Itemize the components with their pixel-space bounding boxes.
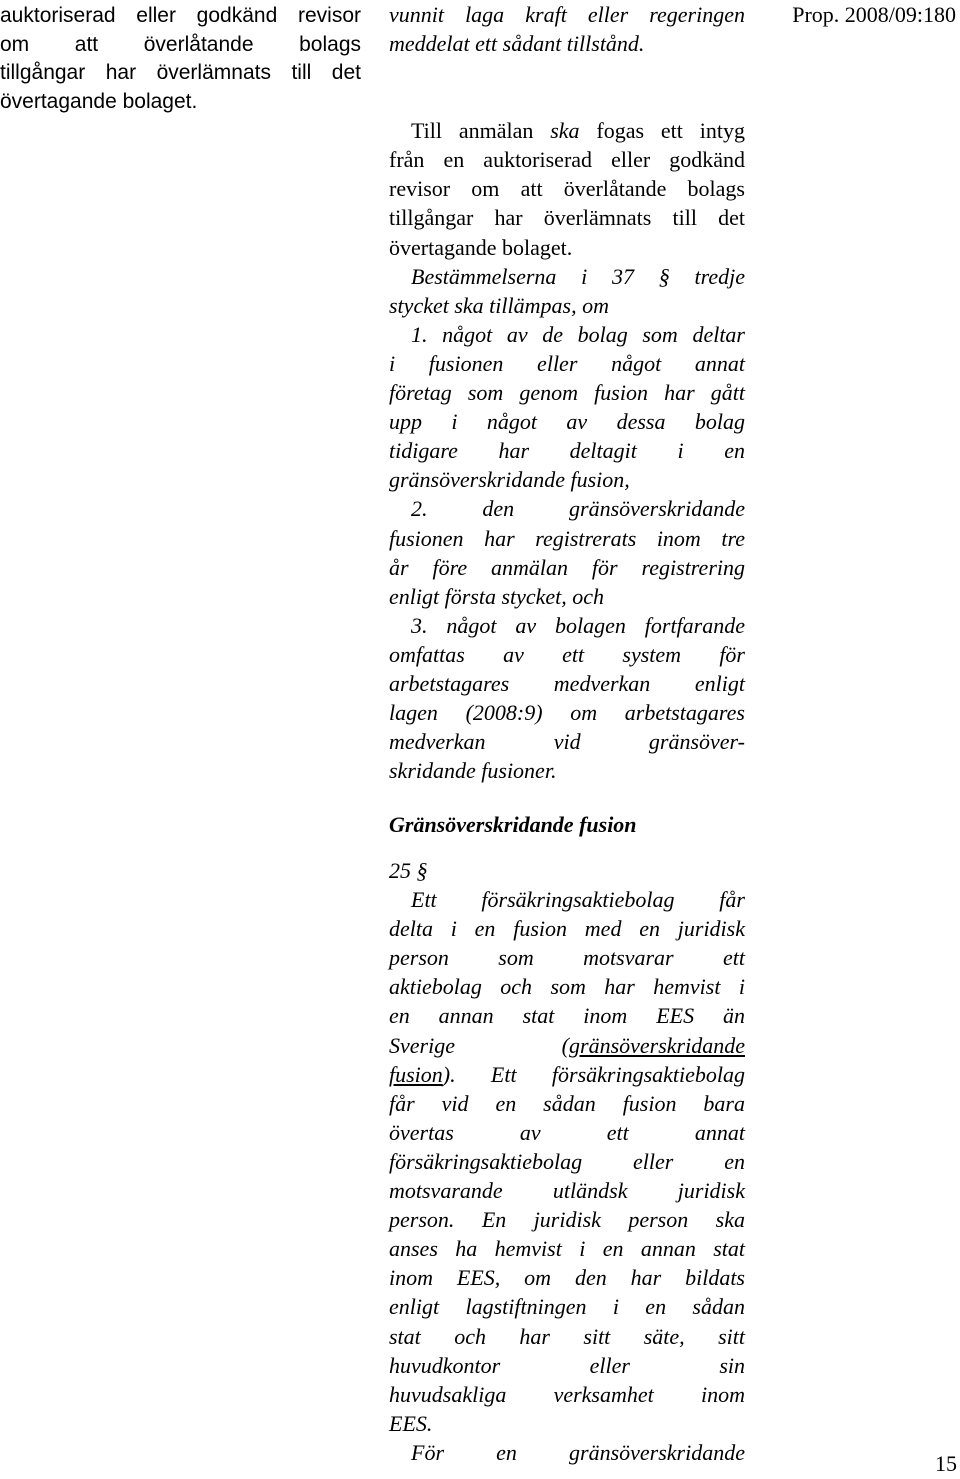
closing-lines bbox=[389, 0, 745, 58]
text-line: omfattas av ett system för bbox=[389, 641, 745, 667]
text-line: aktiebolag och som har hemvist i bbox=[389, 974, 745, 1000]
text-line: om att överlåtande bolags bbox=[0, 32, 361, 56]
text-line: tidigare har deltagit i en bbox=[389, 438, 745, 464]
text-line: gränsöverskridande fusion, bbox=[389, 467, 630, 493]
text-line: meddelat ett sådant tillstånd. bbox=[389, 31, 645, 57]
text-line: medverkan vid gränsöver- bbox=[389, 729, 745, 755]
bestammelserna-paragraph bbox=[389, 262, 745, 320]
list-item-1 bbox=[389, 320, 745, 495]
text-line: huvudkontor eller sin bbox=[389, 1352, 745, 1378]
text-line: Sverige (gränsöverskridande bbox=[389, 1032, 745, 1058]
text-line: får vid en sådan fusion bara bbox=[389, 1090, 745, 1116]
text-line: företag som genom fusion har gått bbox=[389, 380, 745, 406]
text-line: motsvarande utländsk juridisk bbox=[389, 1178, 745, 1204]
page-number: 15 bbox=[935, 1451, 957, 1476]
section-heading: Gränsöverskridande fusion bbox=[389, 812, 637, 837]
text-line: anses ha hemvist i en annan stat bbox=[389, 1236, 745, 1262]
text-line: tillgångar har överlämnats till det bbox=[389, 205, 745, 231]
text-line: år före anmälan för registrering bbox=[389, 554, 745, 580]
text-line: övertagande bolaget. bbox=[0, 89, 198, 113]
list-item-3 bbox=[389, 611, 745, 786]
text-line: person. En juridisk person ska bbox=[389, 1207, 745, 1233]
text-line: 3. något av bolagen fortfarande bbox=[411, 612, 745, 638]
text-line: lagen (2008:9) om arbetstagares bbox=[389, 700, 745, 726]
text-line: försäkringsaktiebolag eller en bbox=[389, 1148, 745, 1174]
text-line: övertas av ett annat bbox=[389, 1119, 745, 1145]
text-line: tillgångar har överlämnats till det bbox=[0, 61, 361, 84]
text-line: person som motsvarar ett bbox=[389, 945, 745, 971]
text-line: Bestämmelserna i 37 § tredje bbox=[411, 263, 745, 289]
text-line: från en auktoriserad eller godkänd bbox=[389, 147, 745, 173]
text-line: fusion). Ett försäkringsaktiebolag bbox=[389, 1061, 745, 1087]
text-line: För en gränsöverskridande bbox=[411, 1439, 745, 1465]
text-line: en annan stat inom EES än bbox=[389, 1003, 745, 1029]
text-line: Till anmälan ska fogas ett intyg bbox=[411, 118, 745, 144]
text-line: enligt lagstiftningen i en sådan bbox=[389, 1294, 745, 1320]
text-line: delta i en fusion med en juridisk bbox=[389, 916, 745, 942]
text-line: Ett försäkringsaktiebolag får bbox=[411, 887, 745, 913]
left-column-text bbox=[0, 2, 361, 116]
text-line: i fusionen eller något annat bbox=[389, 350, 745, 376]
paragraph-label: 25 § bbox=[389, 858, 428, 883]
proposition-reference: Prop. 2008/09:180 bbox=[792, 2, 956, 27]
text-line: 1. något av de bolag som deltar bbox=[411, 321, 745, 347]
text-line: auktoriserad eller godkänd revisor bbox=[0, 4, 361, 27]
paragraph-25 bbox=[389, 856, 745, 1467]
text-line: huvudsakliga verksamhet inom bbox=[389, 1381, 745, 1407]
text-line: revisor om att överlåtande bolags bbox=[389, 176, 745, 202]
text-line: arbetstagares medverkan enligt bbox=[389, 670, 745, 696]
text-line: inom EES, om den har bildats bbox=[389, 1265, 745, 1291]
text-line: upp i något av dessa bolag bbox=[389, 409, 745, 435]
text-line: stat och har sitt säte, sitt bbox=[389, 1323, 745, 1349]
list-item-2 bbox=[389, 494, 745, 610]
text-line: fusionen har registrerats inom tre bbox=[389, 525, 745, 551]
till-anmalan-paragraph bbox=[389, 116, 745, 261]
middle-column-text bbox=[389, 0, 745, 785]
text-line: enligt första stycket, och bbox=[389, 583, 605, 609]
text-line: övertagande bolaget. bbox=[389, 234, 573, 260]
text-line: vunnit laga kraft eller regeringen bbox=[389, 2, 745, 27]
text-line: stycket ska tillämpas, om bbox=[389, 292, 609, 318]
text-line: EES. bbox=[389, 1410, 433, 1436]
text-line: 2. den gränsöverskridande bbox=[411, 496, 745, 522]
text-line: skridande fusioner. bbox=[389, 758, 557, 784]
